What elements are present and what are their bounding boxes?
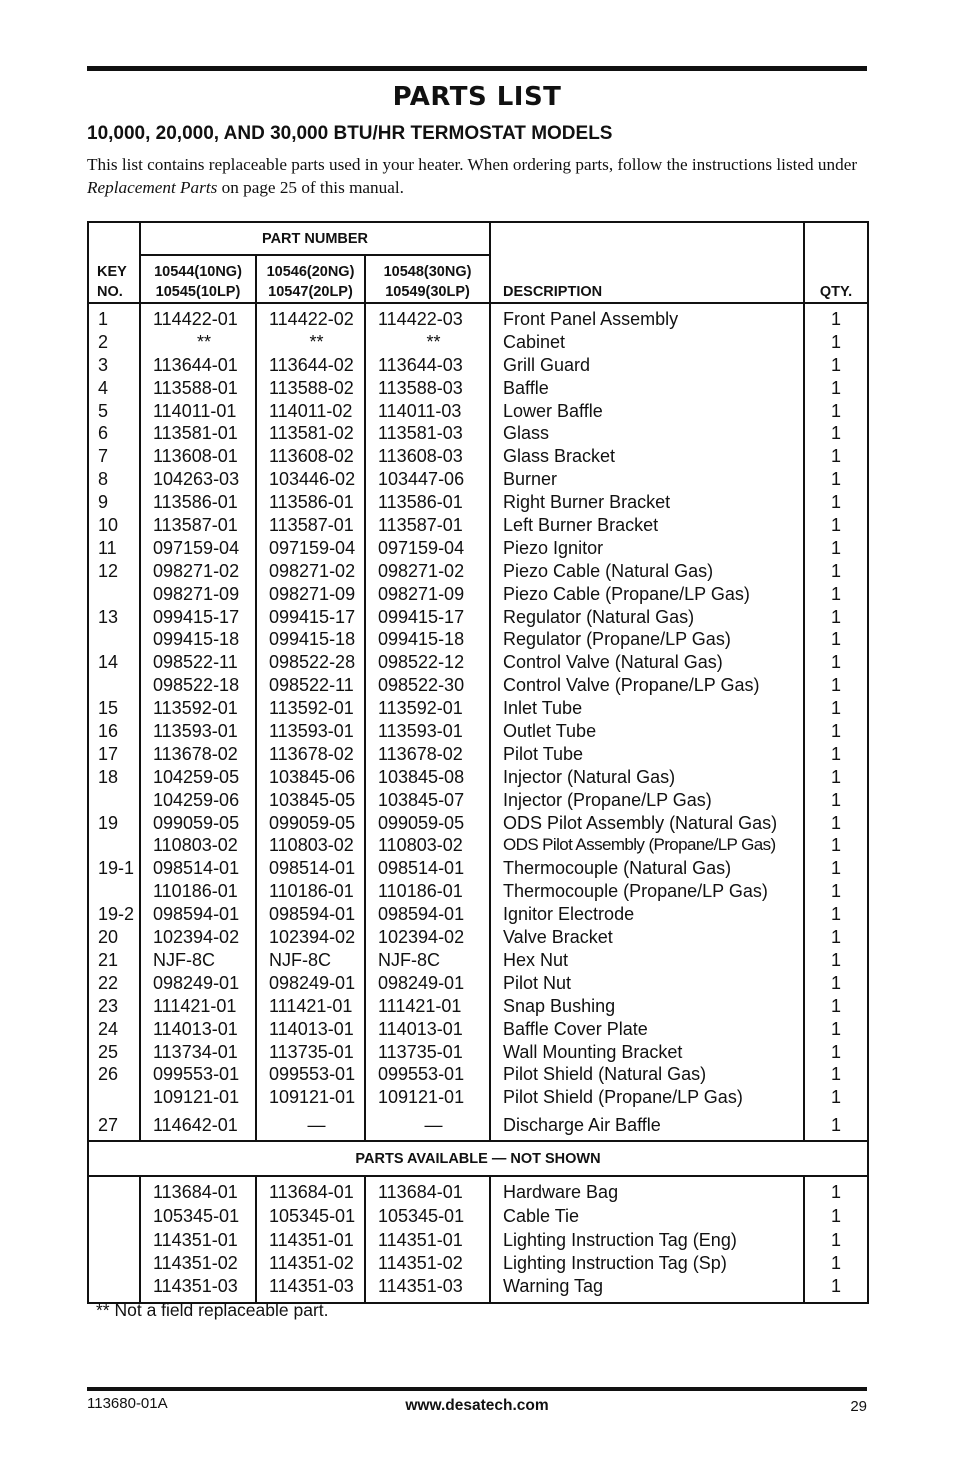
part-number-cell: 114011-02 (269, 400, 353, 421)
part-number-cell: 097159-04 (153, 537, 240, 558)
part-number-cell: 109121-01 (269, 1087, 356, 1108)
part-number-cell: 099415-18 (269, 629, 356, 650)
part-number-cell: 097159-04 (378, 537, 465, 558)
page-number: 29 (850, 1398, 867, 1415)
part-number-cell: 099059-05 (378, 812, 465, 833)
part-number-cell: 114011-01 (153, 400, 237, 421)
key-no-header: KEY NO. (88, 255, 140, 303)
qty-cell: 1 (831, 743, 842, 764)
description-cell: Lighting Instruction Tag (Sp) (503, 1252, 727, 1273)
part-number-header: PART NUMBER (140, 222, 490, 255)
key-no-cell: 22 (98, 972, 119, 993)
key-no-cell: 15 (98, 698, 119, 719)
description-header: DESCRIPTION (490, 255, 804, 303)
qty-cell: 1 (831, 698, 842, 719)
model-col2-header: 10546(20NG) 10547(20LP) (256, 255, 365, 303)
key-no-cell: 14 (98, 652, 119, 673)
key-no-cell: 3 (98, 354, 109, 375)
part-number-cell: 098522-18 (153, 675, 240, 696)
part-number-cell: NJF-8C (269, 949, 331, 970)
qty-cell: 1 (831, 515, 842, 536)
part-number-cell: 114351-03 (153, 1275, 238, 1296)
qty-header: QTY. (804, 255, 868, 303)
section-subtitle: 10,000, 20,000, AND 30,000 BTU/HR TERMOSTAT MODELS (87, 123, 613, 144)
part-number-cell: 103446-02 (269, 469, 356, 490)
part-number-cell: 110803-02 (378, 835, 463, 856)
description-cell: Left Burner Bracket (503, 515, 659, 536)
qty-cell: 1 (831, 1182, 842, 1203)
part-number-cell: 113588-03 (378, 377, 463, 398)
description-cell: Cabinet (503, 331, 566, 352)
part-col2 (256, 303, 365, 1141)
description-cell: Wall Mounting Bracket (503, 1041, 683, 1062)
description-cell: Ignitor Electrode (503, 904, 635, 925)
qty-cell: 1 (831, 995, 842, 1016)
qty-cell: 1 (831, 446, 842, 467)
key-no-cell: 19-2 (98, 904, 135, 925)
part-number-cell: 105345-01 (269, 1206, 356, 1227)
key-no-cell: 16 (98, 721, 119, 742)
qty-cell: 1 (831, 1018, 842, 1039)
qty-cell: 1 (831, 721, 842, 742)
key-no-cell (98, 628, 139, 651)
qty-cell: 1 (831, 354, 842, 375)
part-number-cell: 105345-01 (378, 1206, 465, 1227)
part-number-cell: 111421-01 (153, 995, 237, 1016)
part-number-cell: 099415-18 (153, 629, 240, 650)
part-number-cell: 113586-01 (153, 492, 238, 513)
key-no-cell: 25 (98, 1041, 119, 1062)
part-number-cell: 113587-01 (153, 515, 238, 536)
key-no-cell: 9 (98, 492, 109, 513)
description-cell: Regulator (Propane/LP Gas) (503, 629, 731, 650)
description-cell: Hardware Bag (503, 1182, 619, 1203)
part-number-cell: 104259-06 (153, 789, 240, 810)
part-number-cell: NJF-8C (153, 949, 215, 970)
part-number-cell: 103845-08 (378, 766, 465, 787)
page-title: PARTS LIST (392, 82, 562, 112)
description-cell: Injector (Propane/LP Gas) (503, 789, 712, 810)
desc-header-spacer (490, 222, 804, 255)
qty-cell: 1 (831, 423, 842, 444)
part-number-cell: 113586-01 (378, 492, 463, 513)
qty-cell: 1 (831, 1206, 842, 1227)
part-number-cell: 114351-01 (153, 1230, 238, 1251)
part-number-cell: 113587-01 (378, 515, 463, 536)
qty-cell: 1 (831, 1230, 842, 1251)
key-no-cell: 26 (98, 1064, 119, 1085)
part-number-cell: 111421-01 (378, 995, 462, 1016)
qty-cell: 1 (831, 1064, 842, 1085)
part-number-cell: 098249-01 (378, 972, 465, 993)
qty-cell: 1 (831, 812, 842, 833)
part-number-cell: 098522-30 (378, 675, 465, 696)
part-number-cell: 109121-01 (153, 1087, 240, 1108)
description-cell: Cable Tie (503, 1206, 580, 1227)
not-shown-part-col2 (256, 1176, 365, 1303)
part-number-cell: 099059-05 (153, 812, 240, 833)
intro-text-2: on page 25 of this manual. (217, 178, 404, 197)
part-number-cell: 113586-01 (269, 492, 354, 513)
part-number-cell: — (424, 1115, 443, 1136)
part-number-cell: 114351-02 (269, 1252, 354, 1273)
part-number-cell: 114422-01 (153, 309, 238, 329)
part-number-cell: 113608-03 (378, 446, 463, 467)
top-rule (87, 66, 867, 71)
part-number-cell: 097159-04 (269, 537, 356, 558)
description-cell: Hex Nut (503, 949, 569, 970)
parts-table (87, 221, 869, 1304)
part-number-cell: 113735-01 (269, 1041, 354, 1062)
qty-cell: 1 (831, 766, 842, 787)
key-no-cell: 5 (98, 400, 109, 421)
key-column (88, 303, 140, 1141)
qty-cell: 1 (831, 1275, 842, 1296)
not-shown-qty-column (804, 1176, 868, 1303)
key-no-cell: 6 (98, 423, 109, 444)
part-number-cell: 114013-01 (269, 1018, 354, 1039)
part-number-cell: 099415-18 (378, 629, 465, 650)
qty-cell: 1 (831, 858, 842, 879)
qty-cell: 1 (831, 675, 842, 696)
part-number-cell: 098271-02 (269, 560, 356, 581)
part-number-cell: 114422-02 (269, 309, 354, 329)
part-number-cell: 114351-03 (269, 1275, 354, 1296)
part-number-cell: 099059-05 (269, 812, 356, 833)
part-number-cell: 109121-01 (378, 1087, 465, 1108)
key-no-cell: 10 (98, 515, 119, 536)
key-no-cell: 24 (98, 1018, 119, 1039)
key-no-cell: 27 (98, 1115, 119, 1136)
part-number-cell: 098271-02 (153, 560, 240, 581)
key-no-cell (98, 880, 139, 903)
part-number-cell: 110186-01 (378, 881, 463, 902)
qty-header-spacer (804, 222, 868, 255)
key-no-cell (98, 1086, 139, 1109)
key-no-cell: 17 (98, 743, 119, 764)
qty-cell: 1 (831, 537, 842, 558)
part-number-cell: 114351-02 (153, 1252, 238, 1273)
part-number-cell: 114422-03 (378, 309, 463, 329)
qty-cell: 1 (831, 583, 842, 604)
qty-cell: 1 (831, 927, 842, 948)
not-shown-description-column (490, 1176, 804, 1303)
part-number-cell: 113581-03 (378, 423, 463, 444)
qty-cell: 1 (831, 949, 842, 970)
qty-cell: 1 (831, 377, 842, 398)
description-cell: Valve Bracket (503, 927, 613, 948)
part-number-cell: 113581-01 (153, 423, 238, 444)
intro-text-1: This list contains replaceable parts used in your heater. When ordering parts, follow the instructions listed under (87, 155, 858, 174)
part-number-cell: 114351-02 (378, 1252, 463, 1273)
part-number-cell: 113644-02 (269, 354, 354, 375)
description-column (490, 303, 804, 1141)
part-number-cell: 113684-01 (378, 1182, 463, 1203)
description-cell: Piezo Cable (Natural Gas) (503, 560, 714, 581)
part-number-cell: 102394-02 (153, 927, 240, 948)
part-number-cell: 098594-01 (269, 904, 356, 925)
part-number-cell: 098594-01 (153, 904, 240, 925)
description-cell: Baffle (503, 377, 549, 398)
qty-cell: 1 (831, 1115, 842, 1136)
part-number-cell: 105345-01 (153, 1206, 240, 1227)
description-cell: ODS Pilot Assembly (Natural Gas) (503, 812, 778, 833)
qty-cell: 1 (831, 309, 842, 329)
qty-cell: 1 (831, 469, 842, 490)
description-cell: ODS Pilot Assembly (Propane/LP Gas) (503, 835, 776, 855)
part-number-cell: 113608-01 (153, 446, 238, 467)
description-cell: Lighting Instruction Tag (Eng) (503, 1230, 737, 1251)
part-number-cell: 099415-17 (269, 606, 356, 627)
part-number-cell: 114013-01 (153, 1018, 238, 1039)
description-cell: Warning Tag (503, 1275, 604, 1296)
footnote: ** Not a field replaceable part. (96, 1300, 329, 1320)
key-no-cell: 19-1 (98, 858, 135, 879)
description-cell: Grill Guard (503, 354, 591, 375)
part-number-cell: 113581-02 (269, 423, 354, 444)
part-number-cell: 103845-06 (269, 766, 356, 787)
qty-cell: 1 (831, 904, 842, 925)
part-number-cell: 110186-01 (153, 881, 238, 902)
part-number-cell: 098522-11 (153, 652, 238, 673)
qty-column (804, 303, 868, 1141)
part-col3 (365, 303, 490, 1141)
key-no-cell: 12 (98, 560, 119, 581)
description-cell: Regulator (Natural Gas) (503, 606, 695, 627)
part-number-cell: 103447-06 (378, 469, 465, 490)
part-number-cell: 103845-07 (378, 789, 465, 810)
key-no-cell (98, 674, 139, 697)
description-cell: Pilot Nut (503, 972, 572, 993)
description-cell: Pilot Shield (Propane/LP Gas) (503, 1087, 743, 1108)
qty-cell: 1 (831, 1041, 842, 1062)
part-number-cell: ** (426, 331, 441, 352)
part-number-cell: ** (309, 331, 324, 352)
description-cell: Pilot Shield (Natural Gas) (503, 1064, 707, 1085)
part-number-cell: 098249-01 (269, 972, 356, 993)
key-header-spacer (88, 222, 140, 255)
part-number-cell: 113592-01 (269, 698, 354, 719)
description-cell: Thermocouple (Propane/LP Gas) (503, 881, 768, 902)
part-number-cell: 113734-01 (153, 1041, 238, 1062)
description-cell: Pilot Tube (503, 743, 584, 764)
intro-link-text: Replacement Parts (87, 178, 218, 197)
part-number-cell: 113644-01 (153, 354, 238, 375)
description-cell: Piezo Cable (Propane/LP Gas) (503, 583, 750, 604)
not-shown-key-column (88, 1176, 140, 1303)
description-cell: Outlet Tube (503, 721, 597, 742)
part-number-cell: 113588-01 (153, 377, 238, 398)
key-no-cell: 1 (98, 309, 109, 329)
part-number-cell: 098594-01 (378, 904, 465, 925)
description-cell: Discharge Air Baffle (503, 1115, 661, 1136)
qty-cell: 1 (831, 835, 842, 856)
part-number-cell: 113684-01 (269, 1182, 354, 1203)
description-cell: Right Burner Bracket (503, 492, 671, 513)
part-number-cell: 113592-01 (378, 698, 463, 719)
key-no-cell: 2 (98, 331, 109, 352)
part-col1 (140, 303, 256, 1141)
description-cell: Piezo Ignitor (503, 537, 604, 558)
part-number-cell: 113588-02 (269, 377, 354, 398)
part-number-cell: 098522-12 (378, 652, 465, 673)
model-col3-header: 10548(30NG) 10549(30LP) (365, 255, 490, 303)
part-number-cell: 099553-01 (378, 1064, 465, 1085)
part-number-cell: 098271-09 (269, 583, 356, 604)
not-shown-part-col1 (140, 1176, 256, 1303)
part-number-cell: 099553-01 (269, 1064, 356, 1085)
key-no-cell: 8 (98, 469, 109, 490)
part-number-cell: 114351-01 (378, 1230, 463, 1251)
part-number-cell: 113644-03 (378, 354, 463, 375)
part-number-cell: 098249-01 (153, 972, 240, 993)
not-shown-part-col3 (365, 1176, 490, 1303)
key-no-cell: 23 (98, 995, 119, 1016)
part-number-cell: 111421-01 (269, 995, 353, 1016)
part-number-cell: 099415-17 (153, 606, 240, 627)
bottom-rule (87, 1387, 867, 1391)
part-number-cell: 113593-01 (378, 721, 463, 742)
part-number-cell: 110186-01 (269, 881, 354, 902)
qty-cell: 1 (831, 881, 842, 902)
description-cell: Lower Baffle (503, 400, 603, 421)
part-number-cell: 104263-03 (153, 469, 240, 490)
part-number-cell: 098514-01 (269, 858, 356, 879)
key-no-cell: 18 (98, 766, 119, 787)
part-number-cell: 099415-17 (378, 606, 465, 627)
part-number-cell: 099553-01 (153, 1064, 240, 1085)
qty-cell: 1 (831, 400, 842, 421)
key-no-cell (98, 834, 139, 857)
part-number-cell: 113678-02 (269, 743, 354, 764)
part-number-cell: 102394-02 (269, 927, 356, 948)
key-no-cell: 4 (98, 377, 109, 398)
key-no-cell (98, 789, 139, 812)
part-number-cell: 114351-01 (269, 1230, 354, 1251)
part-number-cell: 103845-05 (269, 789, 356, 810)
part-number-cell: 110803-02 (153, 835, 238, 856)
part-number-cell: ** (196, 331, 211, 352)
part-number-cell: 113593-01 (269, 721, 354, 742)
key-no-cell: 19 (98, 812, 119, 833)
part-number-cell: 114642-01 (153, 1115, 238, 1136)
part-number-cell: 102394-02 (378, 927, 465, 948)
part-number-cell: 113608-02 (269, 446, 354, 467)
key-no-cell: 21 (98, 949, 119, 970)
part-number-cell: 114013-01 (378, 1018, 463, 1039)
not-shown-heading: PARTS AVAILABLE — NOT SHOWN (88, 1141, 868, 1176)
qty-cell: 1 (831, 492, 842, 513)
part-number-cell: 113678-02 (153, 743, 238, 764)
key-no-cell: 7 (98, 446, 109, 467)
qty-cell: 1 (831, 789, 842, 810)
part-number-cell: 114011-03 (378, 400, 462, 421)
description-cell: Snap Bushing (503, 995, 616, 1016)
key-no-cell: 20 (98, 927, 119, 948)
part-number-cell: 098514-01 (378, 858, 465, 879)
key-no-cell: 13 (98, 606, 119, 627)
part-number-cell: 113678-02 (378, 743, 463, 764)
part-number-cell: 113684-01 (153, 1182, 238, 1203)
description-cell: Injector (Natural Gas) (503, 766, 676, 787)
qty-cell: 1 (831, 972, 842, 993)
part-number-cell: 104259-05 (153, 766, 240, 787)
description-cell: Glass Bracket (503, 446, 616, 467)
part-number-cell: 098271-09 (378, 583, 465, 604)
website-footer: www.desatech.com (405, 1397, 549, 1414)
qty-cell: 1 (831, 652, 842, 673)
key-no-cell: 11 (98, 537, 117, 558)
part-number-cell: 114351-03 (378, 1275, 463, 1296)
description-cell: Control Valve (Natural Gas) (503, 652, 723, 673)
part-number-cell: 113593-01 (153, 721, 238, 742)
intro-paragraph (87, 153, 869, 199)
part-number-cell: 098271-09 (153, 583, 240, 604)
qty-cell: 1 (831, 629, 842, 650)
document-number: 113680-01A (87, 1395, 168, 1412)
part-number-cell: 098271-02 (378, 560, 465, 581)
part-number-cell: 098522-28 (269, 652, 356, 673)
description-cell: Thermocouple (Natural Gas) (503, 858, 732, 879)
part-number-cell: 098514-01 (153, 858, 240, 879)
part-number-cell: 113735-01 (378, 1041, 463, 1062)
qty-cell: 1 (831, 331, 842, 352)
part-number-cell: — (307, 1115, 326, 1136)
qty-cell: 1 (831, 1087, 842, 1108)
description-cell: Inlet Tube (503, 698, 583, 719)
key-no-cell (98, 583, 139, 606)
qty-cell: 1 (831, 606, 842, 627)
description-cell: Control Valve (Propane/LP Gas) (503, 675, 760, 696)
part-number-cell: 113592-01 (153, 698, 238, 719)
part-number-cell: 110803-02 (269, 835, 354, 856)
part-number-cell: NJF-8C (378, 949, 440, 970)
model-col1-header: 10544(10NG) 10545(10LP) (140, 255, 256, 303)
part-number-cell: 098522-11 (269, 675, 354, 696)
description-cell: Burner (503, 469, 558, 490)
qty-cell: 1 (831, 560, 842, 581)
qty-cell: 1 (831, 1252, 842, 1273)
description-cell: Glass (503, 423, 550, 444)
description-cell: Baffle Cover Plate (503, 1018, 648, 1039)
part-number-cell: 113587-01 (269, 515, 354, 536)
description-cell: Front Panel Assembly (503, 309, 679, 329)
